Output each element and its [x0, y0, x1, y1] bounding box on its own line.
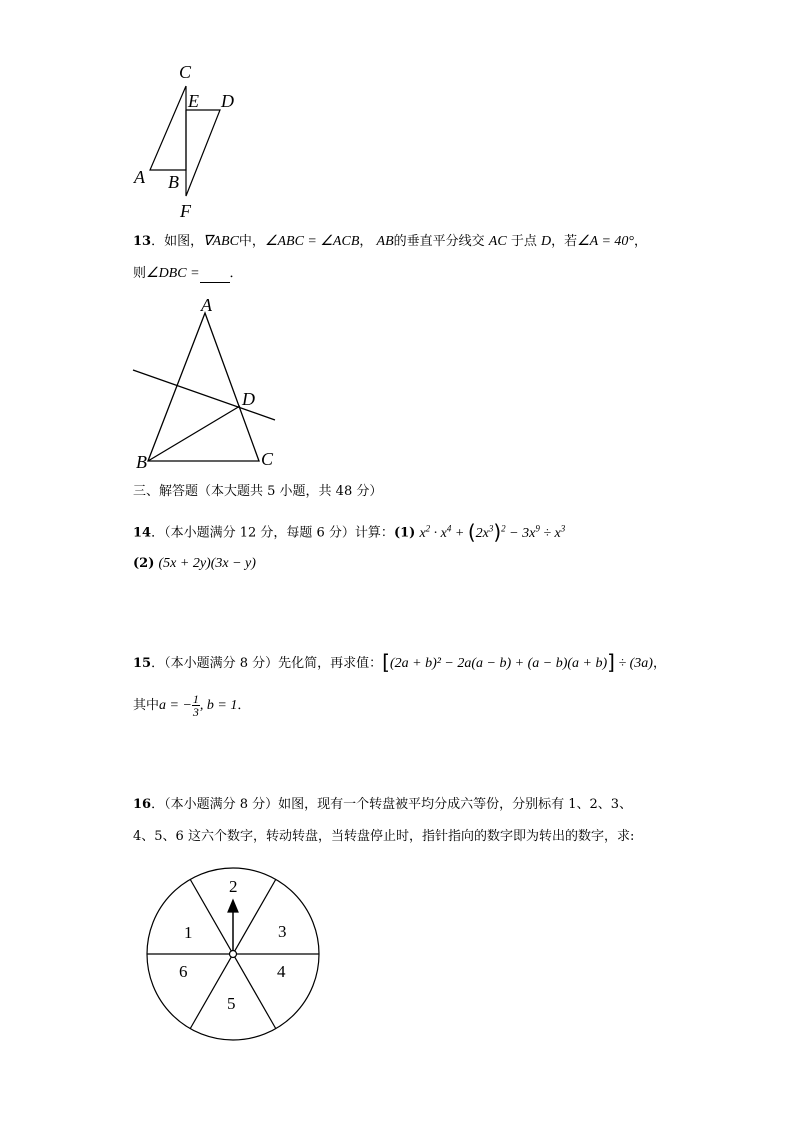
label-c: C [179, 62, 192, 82]
label-e: E [188, 91, 199, 111]
question-15-line2: 其中a = − $\frac{1}{3}$ , b = 1． [133, 692, 251, 719]
segment-bd [148, 406, 240, 461]
q14-expression-1: $x^2 \cdot x^4 + (2x^3)^2 - 3x^9 \div x^3$ [419, 519, 566, 544]
spinner-number-2: 2 [229, 877, 238, 896]
label-c-2: C [261, 449, 274, 469]
answer-blank[interactable] [200, 269, 230, 283]
question-13-number: 13 [133, 234, 152, 249]
label-d-2: D [242, 389, 255, 409]
spinner-number-3: 3 [278, 922, 287, 941]
triangle-abc-2 [148, 313, 259, 461]
question-14-line1: 14．（本小题满分 12 分，每题 6 分）计算：(1) $x^2 \cdot x^4 + (2x^3)^2 - 3x^9 \div x^3$ [133, 519, 566, 544]
question-13-line2: 则∠DBC = ． [133, 266, 243, 281]
question-16-line1: 16．（本小题满分 8 分）如图，现有一个转盘被平均分成六等份，分别标有 1、2、3、 [133, 797, 633, 812]
label-f: F [180, 201, 191, 221]
label-b-2: B [136, 452, 147, 472]
label-a: A [134, 167, 145, 187]
question-14-line2: (2) (5x + 2y)(3x − y) [133, 556, 256, 571]
label-b: B [168, 172, 179, 192]
question-16-line2: 4、5、6 这六个数字，转动转盘，当转盘停止时，指针指向的数字即为转出的数字，求: [133, 829, 635, 844]
triangle-abc [150, 86, 186, 170]
fraction-one-third: $\frac{1}{3}$ [192, 692, 199, 719]
spinner-number-5: 5 [227, 994, 236, 1013]
question-14-number: 14 [133, 525, 152, 541]
q14-expression-2: (5x + 2y)(3x − y) [158, 556, 256, 571]
q15-expression: [(2a + b)² − 2a(a − b) + (a − b)(a + b)] ÷ (3a) [382, 650, 653, 674]
spinner-number-1: 1 [184, 923, 193, 942]
spinner-number-6: 6 [179, 962, 188, 981]
spinner-number-4: 4 [277, 962, 286, 981]
question-15-line1: 15．（本小题满分 8 分）先化简，再求值：[(2a + b)² − 2a(a − b) + (a − b)(a + b)] ÷ (3a)， [133, 650, 666, 674]
question-16-number: 16 [133, 797, 152, 812]
label-a-2: A [201, 295, 212, 315]
spinner-center [230, 951, 237, 958]
section-3-heading: 三、解答题（本大题共 5 小题，共 48 分） [133, 484, 383, 499]
question-15-number: 15 [133, 656, 152, 671]
question-13-line1: 13．如图，∇ABC中，∠ABC = ∠ACB， AB的垂直平分线交 AC 于点 D，若∠A = 40°， [133, 234, 648, 249]
pointer-arrow-head [228, 900, 238, 912]
triangle-def [186, 110, 220, 196]
label-d: D [221, 91, 234, 111]
